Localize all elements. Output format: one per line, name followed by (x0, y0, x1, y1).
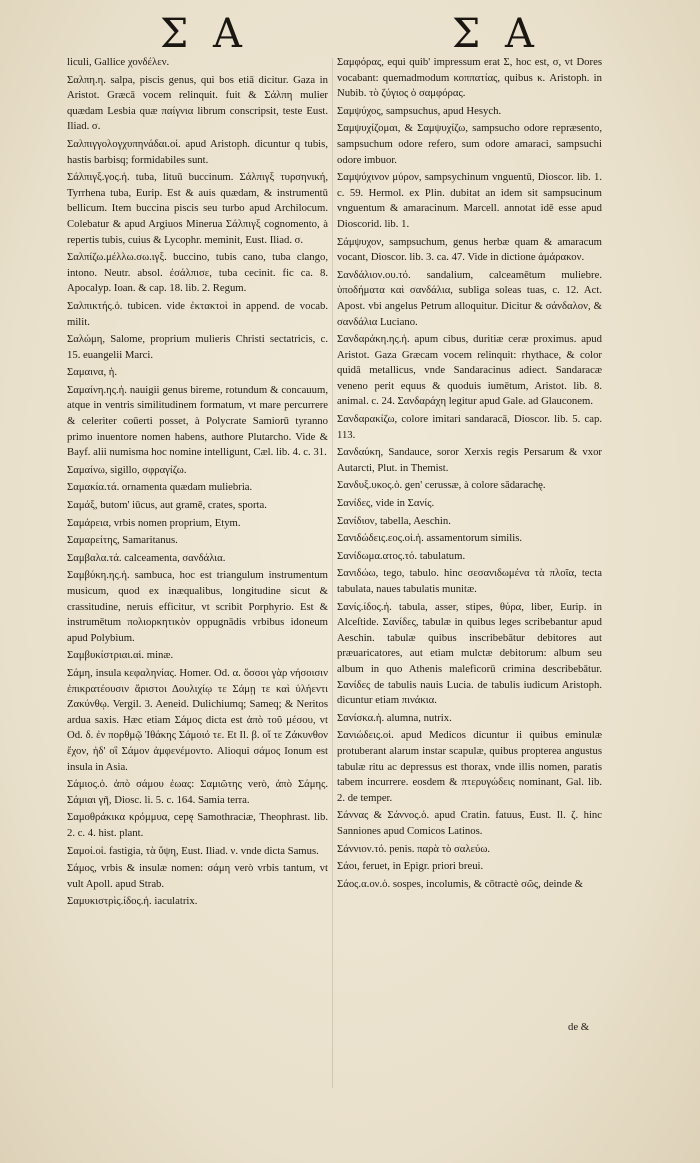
dictionary-entry: Σανιδώδεις.εος.οἱ.ἡ. assamentorum similis. (337, 532, 523, 545)
dictionary-entry: Σανίς.ίδος.ἡ. tabula, asser, stipes, θύρα, liber, Eurip. in Alceſtide. Σανίδες, tabulæ in quibus leges scribebantur apud Aeschin. tabulæ quibus inscribebātur debitores aut præuaricatores, aut etiam mulctæ debitorum: album seu album in quo Athenis maleficorū crimina describebātur. Σανίδες de tabulis nauis Lucia. de tabulis iudicum Aristoph. dicuntur etiam πινάκια. (337, 600, 602, 707)
dictionary-entry: Σανιδώω, tego, tabulo. hinc σεσανιδωμένα τὰ πλοῖα, tecta tabulata, naues tabulatis munitæ. (337, 567, 602, 595)
dictionary-entry: Σαμψύχινον μύρον, sampsychinum vnguentū, Dioscor. lib. 1. c. 59. Hermol. ex Plin. dubitat an idem sit sampsucinum vnguentum & amaracinum. Marcell. annotat idē esse apud Dioscorid. lib. 1. (337, 171, 602, 230)
dictionary-entry: Σαμαινα, ἡ. (67, 366, 118, 379)
dictionary-entry: Σαμαίνω, sigillo, σφραγίζω. (67, 463, 187, 476)
running-header (0, 11, 700, 57)
dictionary-entry: Σαμβύκη.ης.ἡ. sambuca, hoc est triangulum instrumentum musicum, quod ex inæqualibus, longitudine sicut & crassitudine, neruis efficitur, vt scribit Porphyrio. Est & instrumētum πολιορκητικὸν oppugnādis vrbibus idoneum apud Polybium. (67, 569, 328, 644)
dictionary-entry: Σάμψυχον, sampsuchum, genus herbæ quam & amaracum vocant, Dioscor. lib. 3. ca. 47. Vide in dictione ἀμάρακον. (337, 235, 602, 264)
dictionary-entry: Σαλπικτής.ὁ. tubicen. vide ἐκτακτοὶ in append. de vocab. milit. (67, 299, 328, 328)
dictionary-entry: Σαμαρείτης, Samaritanus. (67, 534, 178, 547)
dictionary-entry: Σανίδες, vide in Σανίς. (337, 497, 435, 510)
dictionary-entry: Σανδαράκη.ης.ἡ. apum cibus, duritiæ ceræ proximus. apud Aristot. Gaza Græcam vocem relinquit: rhythace, & color quidā metallicus, vnde Sandaracinus adiect. Sandaracæ veneno perit equus & quoduis iumētum, Aristot. lib. 8. animal. c. 24. Σανδαράχη legitur apud Gale. ad Glauconem. (337, 333, 602, 408)
dictionary-entry: Σαμάρεια, vrbis nomen proprium, Etym. (67, 516, 241, 529)
dictionary-entry: Σάος.α.ον.ὁ. sospes, incolumis, & cōtractè σῶς, deinde & (337, 877, 583, 890)
dictionary-entry: Σάμιος.ὁ. ἀπὸ σάμου ἐωας: Σαμιῶτης verò, ἀπὸ Σάμης. Σάμιαι γῆ, Diosc. li. 5. c. 164. Samia terra. (67, 778, 328, 806)
dictionary-entry: Σαμάξ, butom' iūcus, aut gramē, crates, sporta. (67, 499, 267, 512)
dictionary-entry: Σανδάλιον.ου.τό. sandalium, calceamētum muliebre. ὑποδήματα καὶ σανδάλια, subliga soleas tuas, c. 12. Act. Apost. vbi angelus Petrum alloquitur. Dicitur & σάνδαλον, & σανδάλια Luciano. (337, 268, 602, 328)
dictionary-entry: Σαμφόρας, equi quib' impressum erat Σ, hoc est, σ, vt Dores vocabant: quemadmodum κοππατίας, quibus κ. Aristoph. in Nubib. τὸ ζύγιος ὁ σαμφόρας. (337, 56, 602, 100)
dictionary-entry: Σανδαύκη, Sandauce, soror Xerxis regis Persarum & vxor Autarcti, Plut. in Themist. (337, 446, 602, 474)
dictionary-entry: Σάννιον.τό. penis. παρὰ τὸ σαλεύω. (337, 842, 491, 855)
dictionary-entry: Σαμβυκίστριαι.αἱ. minæ. (67, 649, 174, 662)
dictionary-entry: Σαμοί.οἱ. fastigia, τὰ ὕψη, Eust. Iliad. ν. vnde dicta Samus. (67, 844, 319, 857)
dictionary-entry: Σαμψύχος, sampsuchus, apud Hesych. (337, 104, 502, 117)
right-column (337, 55, 602, 894)
dictionary-entry: Σαμβαλα.τά. calceamenta, σανδάλια. (67, 551, 226, 564)
catchword: de & (568, 1021, 590, 1033)
header-left: Σ A (160, 11, 248, 57)
dictionary-entry: Σάμος, vrbis & insulæ nomen: σάμη verò vrbis tantum, vt vult Apoll. apud Strab. (67, 862, 328, 890)
dictionary-entry: Σανδυξ.υκος.ὁ. gen' cerussæ, à colore sādarachę. (337, 479, 546, 492)
dictionary-entry: Σανίδωμα.ατος.τό. tabulatum. (337, 549, 466, 562)
dictionary-entry: Σανίσκα.ἡ. alumna, nutrix. (337, 711, 452, 724)
dictionary-entry: liculi, Gallice χονδέλεν. (67, 56, 170, 68)
dictionary-entry: Σανίδιον, tabella, Aeschin. (337, 514, 451, 527)
dictionary-entry: Σαλπιγγολογχυπηνάδαι.οἱ. apud Aristoph. dicuntur q tubis, hastis barbisq; formidabiles sunt. (67, 137, 328, 166)
dictionary-entry: Σαλπίζω.μέλλω.σω.ιγξ. buccino, tubis cano, tuba clango, intono. Neutr. absol. ἐσάλπισε, tuba cecinit. fic ca. 8. Apocalyp. Ioan. & cap. 18. lib. 2. Regum. (67, 251, 328, 295)
dictionary-entry: Σανδαρακίζω, colore imitari sandaracā, Dioscor. lib. 5. cap. 113. (337, 413, 602, 441)
dictionary-entry: Σαμαίνη.ης.ἡ. nauigii genus bireme, rotundum & concauum, atque in ventris similitudinem formatum, vt mare percurrere & celeriter coūerti posset, à Polycrate Samiorū tyranno primo inuentore nomen habens, authore Plutarcho. Vide & Bayf. alii numisma hoc nomine intelligunt, Cæl. lib. 4. c. 31. (67, 383, 328, 459)
column-divider (332, 58, 333, 1088)
dictionary-entry: Σάννας & Σάννος.ὁ. apud Cratin. fatuus, Eust. Il. ζ. hinc Sanniones apud Comicos Latinos. (337, 809, 602, 837)
dictionary-entry: Σαμακία.τά. ornamenta quædam muliebria. (67, 481, 253, 494)
dictionary-entry: Σανιώδεις.οἱ. apud Medicos dicuntur ii quibus eminulæ protuberant alarum instar scapulæ, quibus propterea angustus tabulæ ritu ac depressus est thorax, vnde illis nomen, paratis tabem incurrere. eosdem & πτερυγώδεις nominant, Gal. lib. 2. de temper. (337, 729, 602, 804)
dictionary-entry: Σάμη, insula κεφαληνίας. Homer. Od. α. ὅσσοι γὰρ νήσοισιν ἐπικρατέουσιν ἄριστοι Δουλιχίῳ τε Σάμῃ τε καὶ ὑλήεντι Ζακύνθῳ. Vergil. 3. Aeneid. Dulichiumq; Sameq; & Neritos ardua saxis. Hæc etiam Σάμος dicta est ἀπὸ τοῦ μέσου, vt Od. δ. ἐν πορθμῷ Ἰθάκης Σάμοιό τε. Et Il. β. οἵ τε Ζάκυνθον ἔχον, ἠδ' οἳ Σάμον ἀμφενέμοντο. Alioqui σάμος Ionum est insula in Asia. (67, 666, 328, 773)
dictionary-entry: Σαλπη.η. salpa, piscis genus, qui bos etiā dicitur. Gaza in Aristot. Græcā vocem relinquit. fuit & Σάλπη mulier quædam Lesbia quæ παίγνια librum conscripsit, teste Eust. Iliad. σ. (67, 73, 328, 133)
dictionary-entry: Σάλπιγξ.γος.ἡ. tuba, lituū buccinum. Σάλπιγξ τυρσηνική, Tyrrhena tuba, Eurip. Est & auis quædam, & instrumentū bellicum. Item buccina piscis seu turbo apud Archilocum. Colebatur & apud Argiuos Minerua Σάλπιγξ cognomento, à repertis tubis, cuius & Lycophr. meminit, Eust. Iliad. σ. (67, 171, 328, 246)
header-right: Σ A (452, 11, 540, 57)
dictionary-entry: Σαμοθράκικα κρόμμυα, cepę Samothraciæ, Theophrast. lib. 2. c. 4. hist. plant. (67, 811, 328, 839)
left-column (67, 55, 328, 912)
dictionary-entry: Σαμψυχίζομαι, & Σαμψυχίζω, sampsucho odore repræsento, sampsuchum odore refero, sum odore amaraci, sampsuchi odore imbuor. (337, 122, 602, 166)
dictionary-entry: Σαμυκιστρὶς.ίδος.ἡ. iaculatrix. (67, 895, 198, 908)
dictionary-entry: Σαλώμη, Salome, proprium mulieris Christi sectatricis, c. 15. euangelii Marci. (67, 333, 328, 361)
dictionary-entry: Σάοι, feruet, in Epigr. priori breui. (337, 860, 484, 873)
